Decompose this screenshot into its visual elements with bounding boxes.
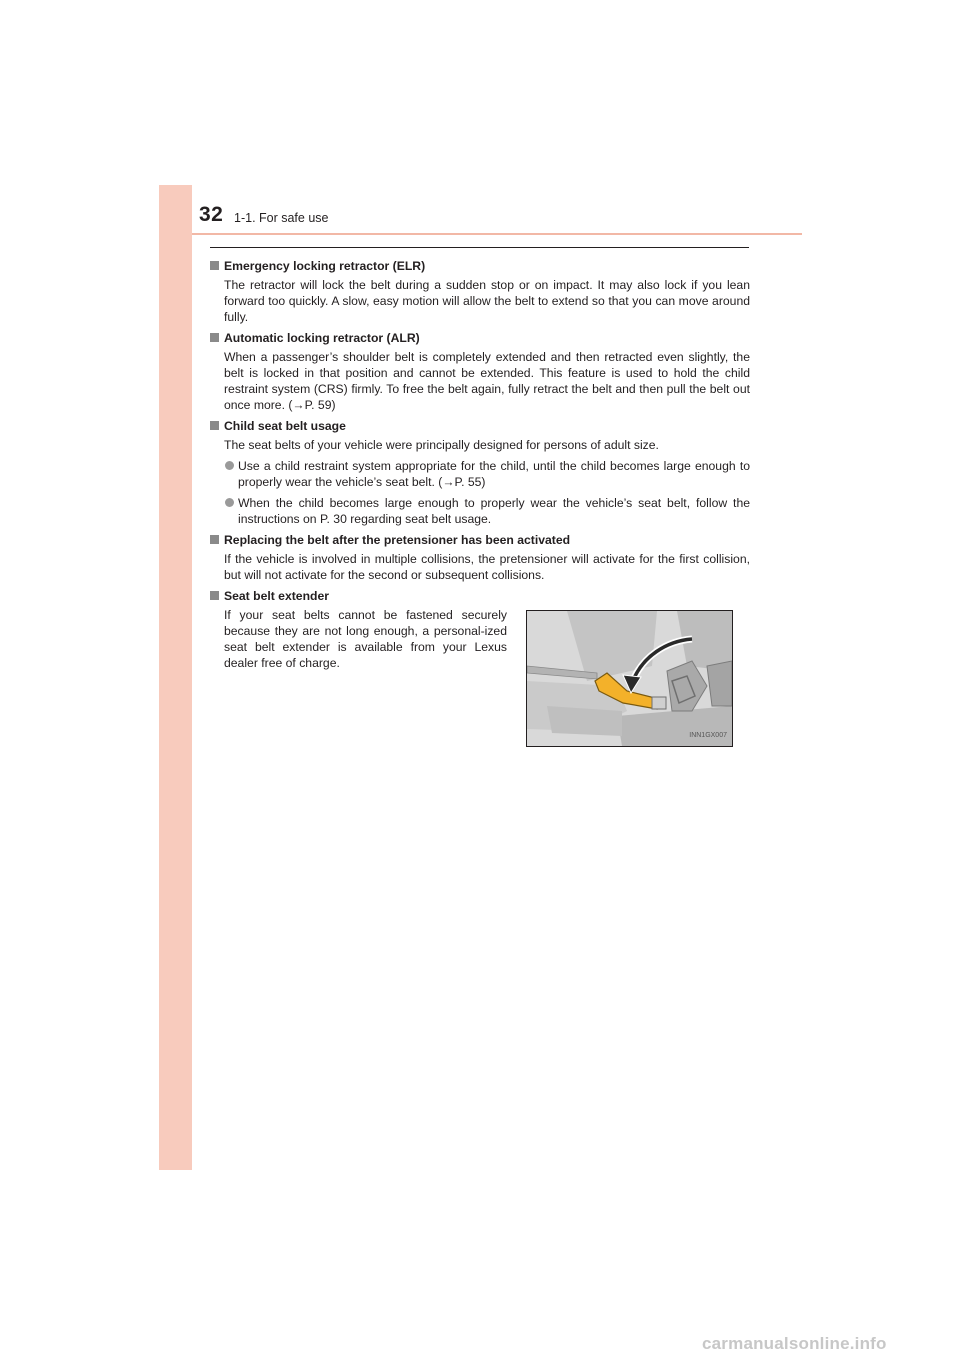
- seat-illustration-svg: [527, 611, 732, 746]
- seat-belt-extender-illustration: [526, 610, 733, 747]
- side-color-band: [159, 185, 192, 1170]
- section-heading: [210, 330, 750, 346]
- section-text: When a passenger’s shoulder belt is completely extended and then retracted even slightly, the belt is locked in that position and cannot be extended. This feature is used to hold the child restraint system (CRS) firmly. To free the belt again, fully retract the belt and then pull the belt out once more. (→P. 59): [224, 350, 750, 412]
- section-text: The retractor will lock the belt during a sudden stop or on impact. It may also lock if you lean forward too quickly. A slow, easy motion will allow the belt to extend so that you can move around fully.: [224, 278, 750, 324]
- list-item: [224, 458, 750, 490]
- watermark: carmanualsonline.info: [702, 1334, 887, 1353]
- square-bullet-icon: [210, 261, 219, 270]
- round-bullet-icon: [225, 498, 234, 507]
- section-title: 1-1. For safe use: [234, 211, 329, 225]
- figure-code: INN1GX007: [689, 732, 727, 739]
- page-number: 32: [199, 203, 224, 226]
- section-heading: [210, 258, 750, 274]
- list-item-text: Use a child restraint system appropriate for the child, until the child becomes large enough to properly wear the vehicle’s seat belt. (→P. 55): [238, 459, 750, 489]
- section-text: The seat belts of your vehicle were principally designed for persons of adult size.: [224, 438, 659, 452]
- section-heading: [210, 418, 750, 434]
- heading-text: Replacing the belt after the pretensioner has been activated: [224, 533, 571, 547]
- content-top-rule: [210, 247, 749, 248]
- list-item-text: When the child becomes large enough to properly wear the vehicle’s seat belt, follow the instructions on P. 30 regarding seat belt usage.: [238, 496, 750, 526]
- round-bullet-icon: [225, 461, 234, 470]
- header-divider: [192, 233, 802, 235]
- square-bullet-icon: [210, 333, 219, 342]
- extender-block: [210, 604, 750, 754]
- square-bullet-icon: [210, 535, 219, 544]
- section-text: If your seat belts cannot be fastened securely because they are not long enough, a personal-ized seat belt extender is available from your Lexus dealer free of charge.: [224, 608, 507, 670]
- page-content: [210, 258, 750, 754]
- square-bullet-icon: [210, 421, 219, 430]
- list-item: [224, 495, 750, 527]
- heading-text: Emergency locking retractor (ELR): [224, 259, 426, 273]
- heading-text: Automatic locking retractor (ALR): [224, 331, 420, 345]
- heading-text: Seat belt extender: [224, 589, 329, 603]
- section-heading: [210, 532, 750, 548]
- section-text: If the vehicle is involved in multiple collisions, the pretensioner will activate for the first collision, but will not activate for the second or subsequent collisions.: [224, 552, 750, 582]
- heading-text: Child seat belt usage: [224, 419, 346, 433]
- square-bullet-icon: [210, 591, 219, 600]
- section-heading: [210, 588, 750, 604]
